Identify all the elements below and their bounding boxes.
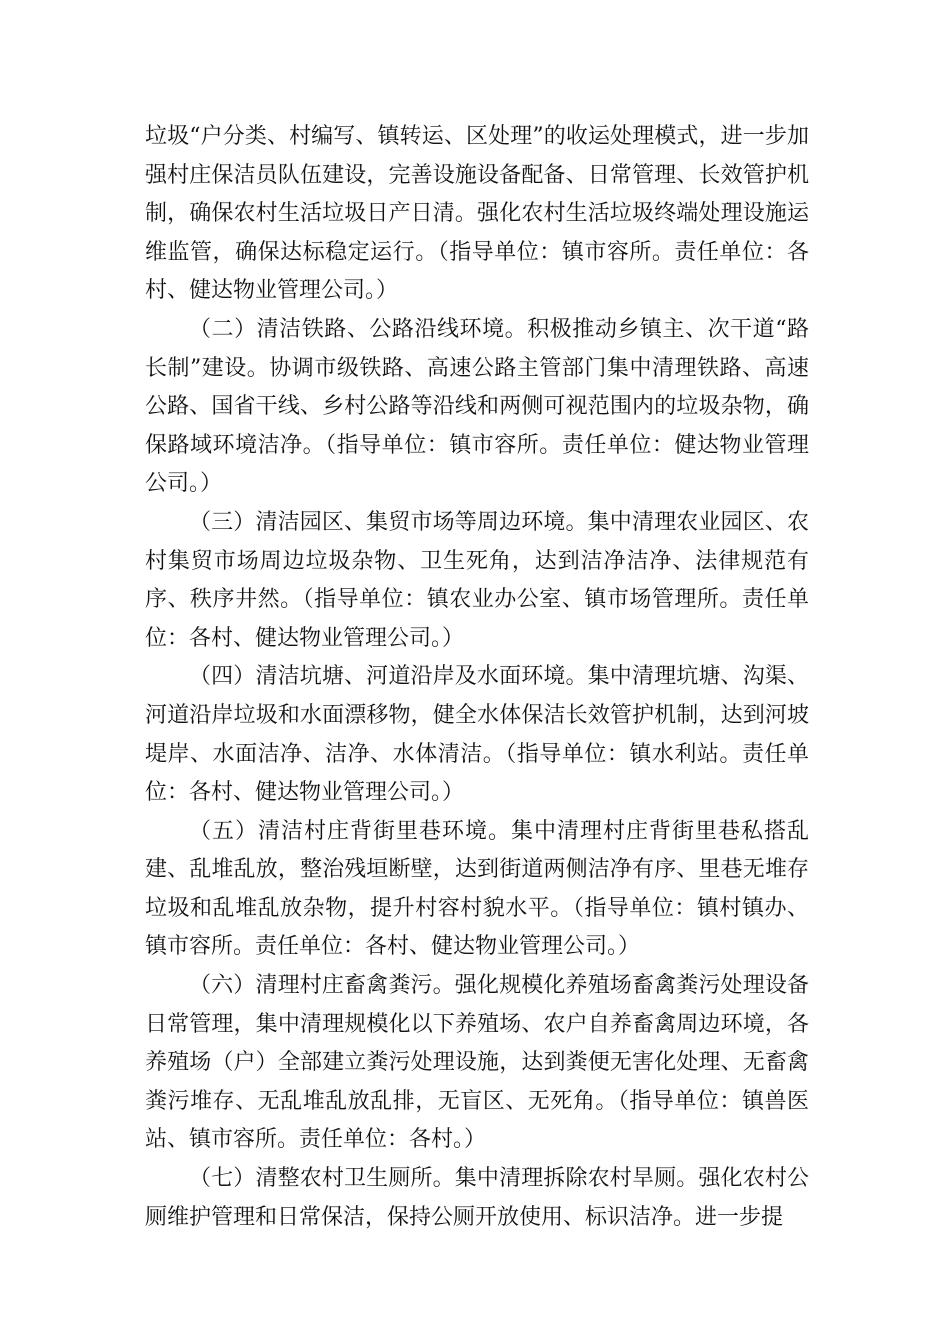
paragraph-item-6: （六）清理村庄畜禽粪污。强化规模化养殖场畜禽粪污处理设备日常管理，集中清理规模化以下养殖场、农户自养畜禽周边环境，各养殖场（户）全部建立粪污处理设施，达到粪便无害化处理、无畜禽粪污堆存、无乱堆乱放乱排，无盲区、无死角。（指导单位：镇兽医站、镇市容所。责任单位：各村。） — [145, 973, 809, 1153]
paragraph-continued: 垃圾“户分类、村编写、镇转运、区处理”的收运处理模式，进一步加强村庄保洁员队伍建设，完善设施设备配备、日常管理、长效管护机制，确保农村生活垃圾日产日清。强化农村生活垃圾终端处理设施运维监管，确保达标稳定运行。（指导单位：镇市容所。责任单位：各村、健达物业管理公司。） — [145, 124, 809, 304]
paragraph-item-4: （四）清洁坑塘、河道沿岸及水面环境。集中清理坑塘、沟渠、河道沿岸垃圾和水面漂移物，健全水体保洁长效管护机制，达到河坡堤岸、水面洁净、洁净、水体清洁。（指导单位：镇水利站。责任单位：各村、健达物业管理公司。） — [145, 664, 809, 806]
document-body — [145, 118, 809, 1237]
paragraph-item-3: （三）清洁园区、集贸市场等周边环境。集中清理农业园区、农村集贸市场周边垃圾杂物、卫生死角，达到洁净洁净、法律规范有序、秩序井然。（指导单位：镇农业办公室、镇市场管理所。责任单位：各村、健达物业管理公司。） — [145, 509, 809, 651]
paragraph-item-2: （二）清洁铁路、公路沿线环境。积极推动乡镇主、次干道“路长制”建设。协调市级铁路、高速公路主管部门集中清理铁路、高速公路、国省干线、乡村公路等沿线和两侧可视范围内的垃圾杂物，确保路域环境洁净。（指导单位：镇市容所。责任单位：健达物业管理公司。） — [145, 316, 809, 497]
paragraph-item-7: （七）清整农村卫生厕所。集中清理拆除农村旱厕。强化农村公厕维护管理和日常保洁，保持公厕开放使用、标识洁净。进一步提 — [145, 1166, 809, 1230]
paragraph-item-5: （五）清洁村庄背街里巷环境。集中清理村庄背街里巷私搭乱建、乱堆乱放，整治残垣断壁，达到街道两侧洁净有序、里巷无堆存垃圾和乱堆乱放杂物，提升村容村貌水平。（指导单位：镇村镇办、镇市容所。责任单位：各村、健达物业管理公司。） — [145, 818, 809, 960]
